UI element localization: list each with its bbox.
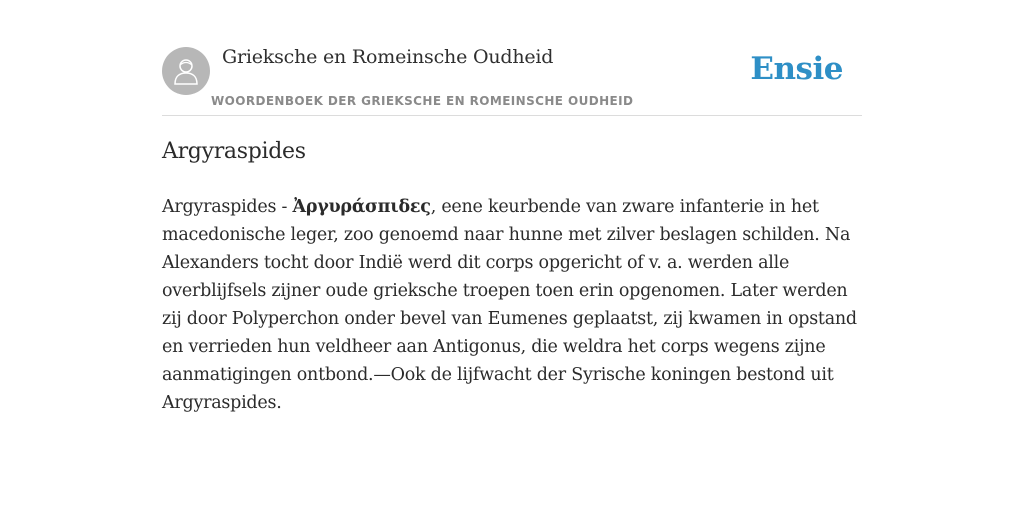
brand-logo[interactable]: Ensie [750, 51, 843, 87]
entry-definition: , eene keurbende van zware infanterie in het macedonische leger, zoo genoemd naar hunne met zilver beslagen schilden. Na Alexanders tocht door Indië werd dit corps opgericht of v. a. werden alle overblijfsels zijner oude grieksche troepen toen erin opgenomen. Later werden zij door Polyperchon onder bevel van Eumenes geplaatst, zij kwamen in opstand en verrieden hun veldheer aan Antigonus, die weldra het corps wegens zijne aanmatigingen ontbond.—Ook de lijfwacht der Syrische koningen bestond uit Argyraspides. [162, 197, 857, 413]
entry-title: Argyraspides [162, 139, 306, 164]
entry-term: Argyraspides [162, 197, 277, 217]
source-header [162, 46, 862, 116]
source-avatar[interactable] [162, 47, 210, 95]
entry-body [162, 193, 864, 417]
source-title[interactable]: Grieksche en Romeinsche Oudheid [222, 46, 554, 68]
user-icon [173, 57, 199, 85]
entry-greek-term: Ἀργυράσπιδες [292, 197, 431, 217]
entry-separator: - [276, 197, 293, 217]
source-subtitle[interactable]: WOORDENBOEK DER GRIEKSCHE EN ROMEINSCHE OUDHEID [211, 94, 634, 108]
